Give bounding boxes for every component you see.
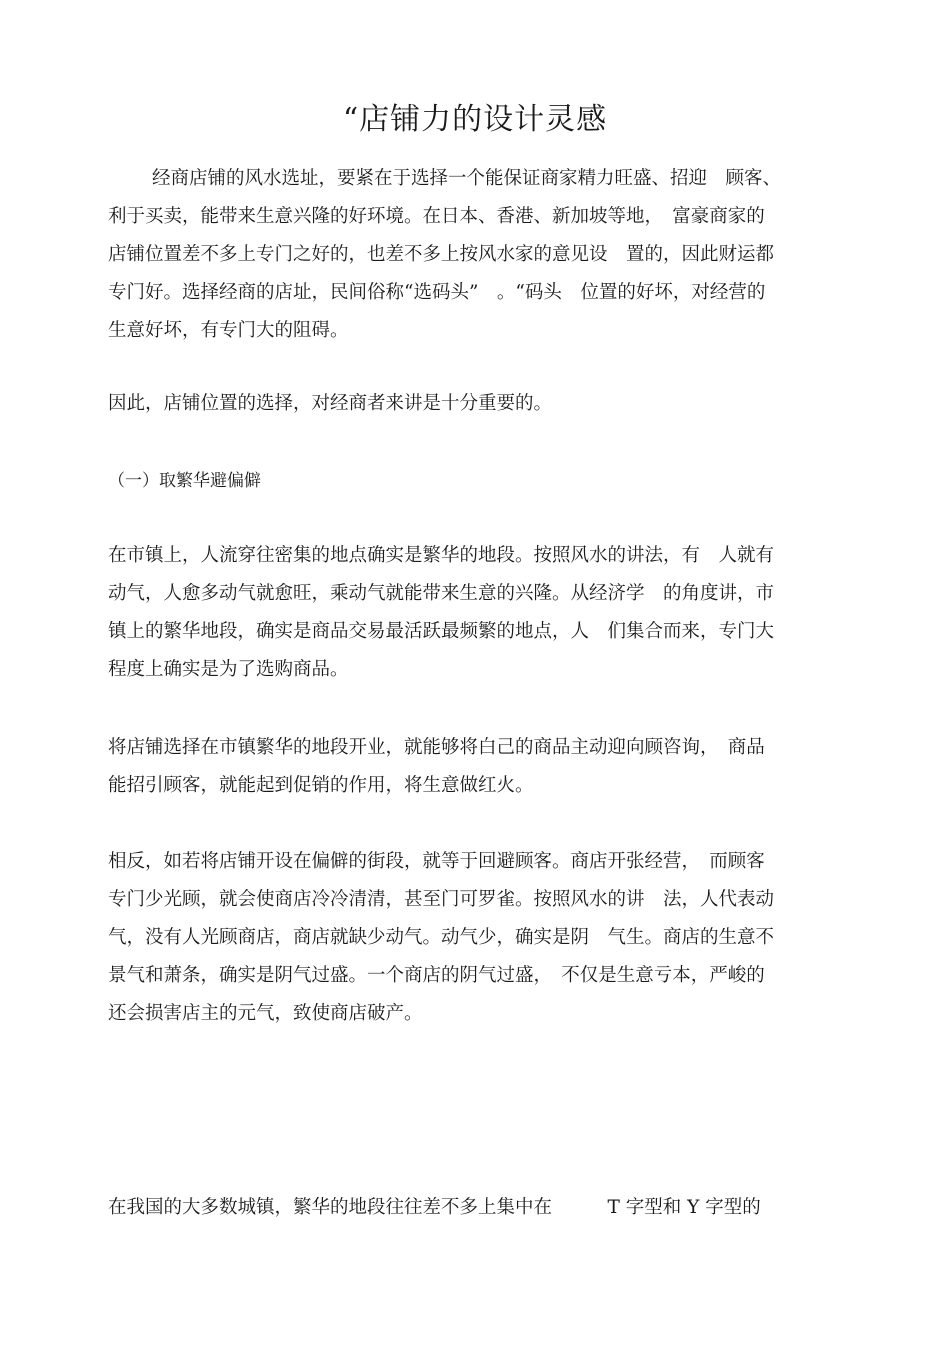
paragraph-line: 利于买卖，能带来生意兴隆的好环境。在日本、香港、新加坡等地， 富豪商家的 bbox=[108, 206, 765, 227]
paragraph-line: 气，没有人光顾商店，商店就缺少动气。动气少，确实是阴 气生。商店的生意不 bbox=[108, 927, 775, 948]
paragraph-line: 动气，人愈多动气就愈旺，乘动气就能带来生意的兴隆。从经济学 的角度讲，市 bbox=[108, 583, 775, 604]
paragraph-line: 经商店铺的风水选址，要紧在于选择一个能保证商家精力旺盛、招迎 顾客、 bbox=[152, 168, 782, 189]
paragraph-line: 在我国的大多数城镇，繁华的地段往往差不多上集中在 T 字型和 Y 字型的 bbox=[108, 1197, 761, 1218]
paragraph-line: 还会损害店主的元气，致使商店破产。 bbox=[108, 1003, 423, 1024]
paragraph-line: 相反，如若将店铺开设在偏僻的街段，就等于回避顾客。商店开张经营， 而顾客 bbox=[108, 851, 765, 872]
paragraph-line: 专门好。选择经商的店址，民间俗称“选码头” 。“码头 位置的好坏，对经营的 bbox=[108, 282, 766, 303]
heading-text: （一）取繁华避偏僻 bbox=[108, 471, 261, 491]
section-heading bbox=[108, 462, 830, 500]
document-title: “店铺力的设计灵感 bbox=[342, 102, 608, 137]
paragraph-line: 店铺位置差不多上专门之好的，也差不多上按风水家的意见设 置的，因此财运都 bbox=[108, 244, 775, 265]
paragraph-line: 因此，店铺位置的选择，对经商者来讲是十分重要的。 bbox=[108, 393, 553, 414]
paragraph-3 bbox=[108, 537, 830, 689]
paragraph-line: 程度上确实是为了选购商品。 bbox=[108, 659, 349, 680]
paragraph-line: 在市镇上，人流穿往密集的地点确实是繁华的地段。按照风水的讲法，有 人就有 bbox=[108, 545, 775, 566]
paragraph-line: 景气和萧条，确实是阴气过盛。一个商店的阴气过盛， 不仅是生意亏本，严峻的 bbox=[108, 965, 765, 986]
paragraph-5 bbox=[108, 843, 830, 1033]
paragraph-4 bbox=[108, 729, 830, 805]
paragraph-line: 将店铺选择在市镇繁华的地段开业，就能够将白己的商品主动迎向顾咨询， 商品 bbox=[108, 737, 765, 758]
paragraph-6 bbox=[108, 1189, 830, 1227]
paragraph-line: 镇上的繁华地段，确实是商品交易最活跃最频繁的地点，人 们集合而来，专门大 bbox=[108, 621, 775, 642]
paragraph-line: 生意好坏，有专门大的阻碍。 bbox=[108, 320, 349, 341]
paragraph-line: 能招引顾客，就能起到促销的作用，将生意做红火。 bbox=[108, 775, 534, 796]
paragraph-1 bbox=[108, 160, 830, 350]
paragraph-2 bbox=[108, 385, 830, 423]
paragraph-line: 专门少光顾，就会使商店冷冷清清，甚至门可罗雀。按照风水的讲 法，人代表动 bbox=[108, 889, 775, 910]
